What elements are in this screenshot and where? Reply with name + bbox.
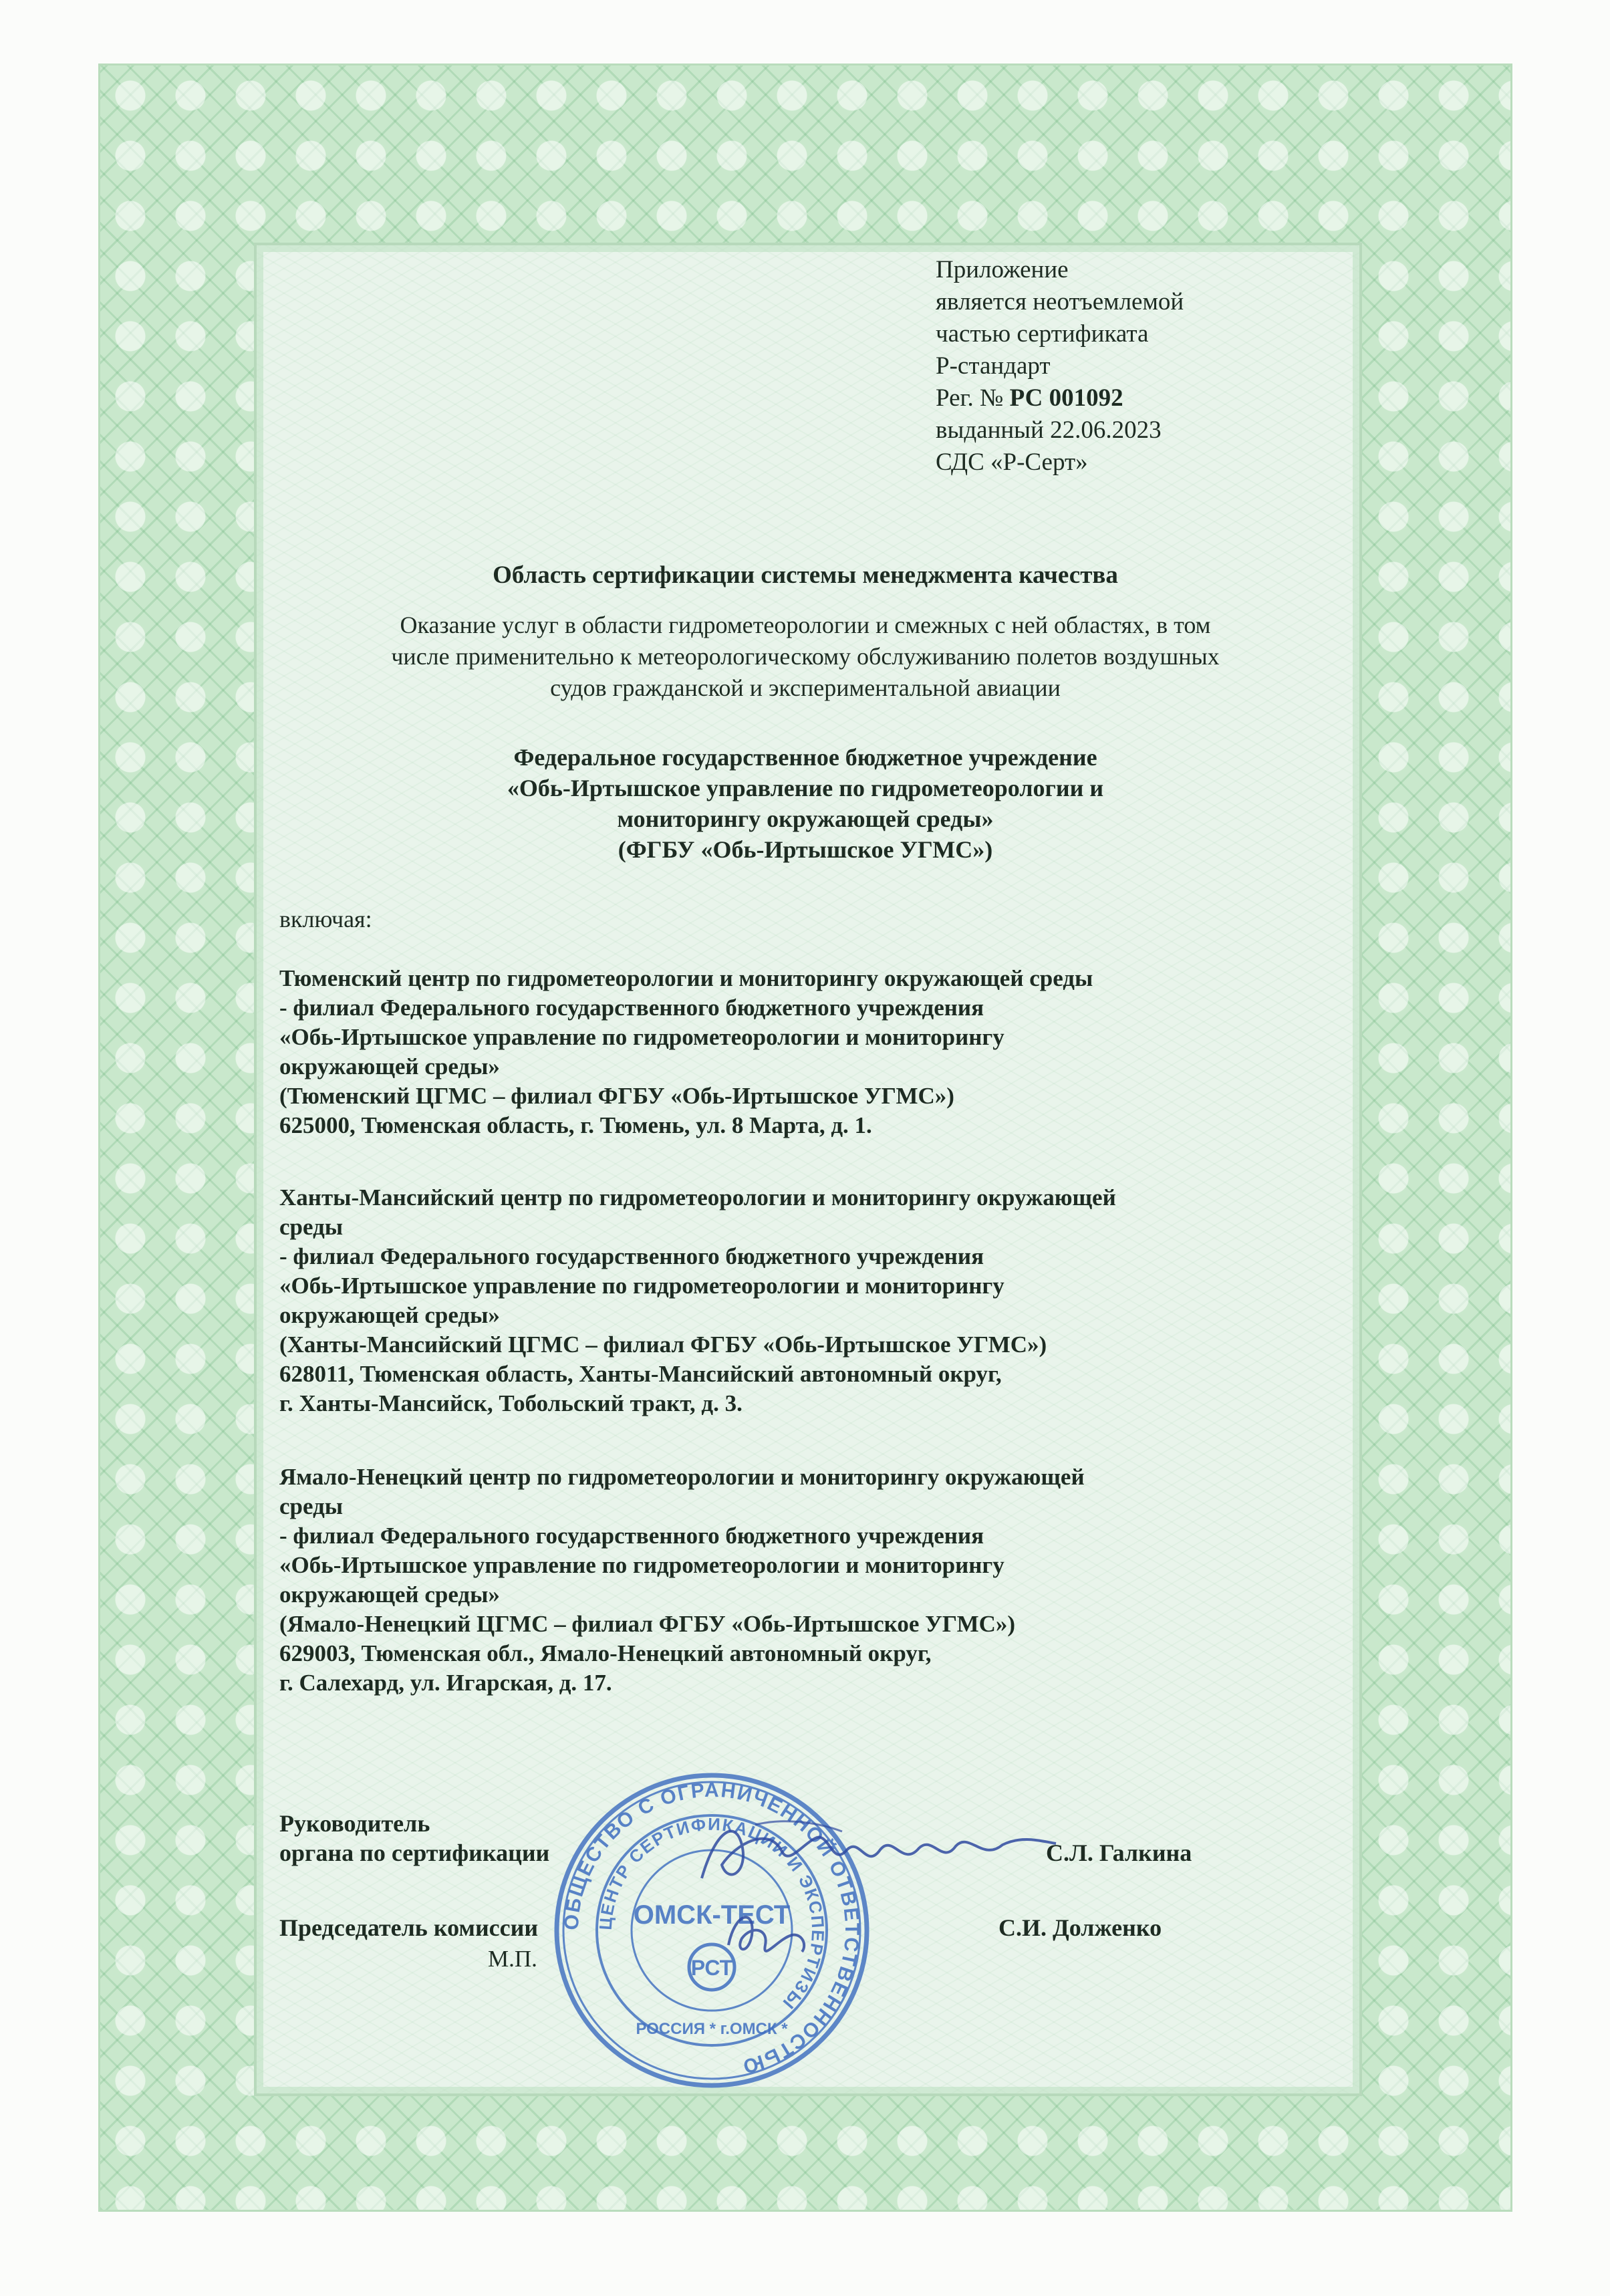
head-title-line: Руководитель	[279, 1810, 430, 1837]
head-signatory-title	[279, 1809, 549, 1868]
branch-address: г. Салехард, ул. Игарская, д. 17.	[279, 1670, 612, 1696]
svg-text:РСТ: РСТ	[690, 1956, 733, 1980]
organization-line: «Обь-Иртышское управление по гидрометеорологии и	[507, 775, 1104, 801]
branch-line: - филиал Федерального государственного бюджетного учреждения	[279, 995, 984, 1021]
issuer-name: СДС «Р-Серт»	[936, 449, 1088, 476]
branch-tyumen	[279, 964, 1093, 1140]
branch-line: окружающей среды»	[279, 1581, 500, 1608]
chair-signatory-name: С.И. Долженко	[998, 1914, 1162, 1941]
branch-line: (Ханты-Мансийский ЦГМС – филиал ФГБУ «Обь-Иртышское УГМС»)	[279, 1331, 1047, 1358]
appendix-line: является неотъемлемой	[936, 288, 1184, 315]
scope-line: числе применительно к метеорологическому обслуживанию полетов воздушных	[391, 643, 1220, 670]
branch-khanty-mansiysk	[279, 1183, 1116, 1418]
registration-prefix: Рег. №	[936, 384, 1010, 412]
branch-address: 629003, Тюменская обл., Ямало-Ненецкий автономный округ,	[279, 1640, 932, 1666]
including-label: включая:	[279, 906, 372, 932]
organization-line: (ФГБУ «Обь-Иртышское УГМС»)	[618, 836, 993, 863]
stamp-outer-text: ОБЩЕСТВО С ОГРАНИЧЕННОЙ ОТВЕТСТВЕННОСТЬЮ	[560, 1779, 863, 2078]
branch-line: - филиал Федерального государственного бюджетного учреждения	[279, 1523, 984, 1549]
issue-date: выданный 22.06.2023	[936, 416, 1162, 444]
branch-line: среды	[279, 1493, 344, 1519]
branch-line: (Тюменский ЦГМС – филиал ФГБУ «Обь-Иртышское УГМС»)	[279, 1083, 954, 1109]
seal-place-label: М.П.	[488, 1946, 537, 1972]
branch-yamalo-nenets	[279, 1462, 1085, 1698]
certification-scope	[254, 610, 1357, 704]
branch-line: (Ямало-Ненецкий ЦГМС – филиал ФГБУ «Обь-Иртышское УГМС»)	[279, 1611, 1016, 1637]
registration-number: РС 001092	[1009, 384, 1123, 412]
branch-line: «Обь-Иртышское управление по гидрометеорологии и мониторингу	[279, 1024, 1004, 1050]
branch-line: окружающей среды»	[279, 1053, 500, 1079]
branch-line: окружающей среды»	[279, 1302, 500, 1328]
branch-address: 628011, Тюменская область, Ханты-Мансийский автономный округ,	[279, 1361, 1002, 1387]
branch-address: 625000, Тюменская область, г. Тюмень, ул. 8 Марта, д. 1.	[279, 1112, 872, 1138]
branch-line: «Обь-Иртышское управление по гидрометеорологии и мониторингу	[279, 1552, 1004, 1578]
branch-line: Ханты-Мансийский центр по гидрометеорологии и мониторингу окружающей	[279, 1184, 1116, 1210]
scope-line: Оказание услуг в области гидрометеорологии и смежных с ней областях, в том	[400, 612, 1211, 638]
chair-signatory-title: Председатель комиссии	[279, 1914, 539, 1941]
appendix-line: Приложение	[936, 256, 1069, 283]
branch-address: г. Ханты-Мансийск, Тобольский тракт, д. 3.	[279, 1390, 743, 1416]
scope-line: судов гражданской и экспериментальной авиации	[550, 674, 1061, 701]
organization-line: Федеральное государственное бюджетное учреждение	[513, 744, 1097, 771]
appendix-note	[936, 254, 1184, 479]
handwritten-signature-galkina	[688, 1805, 1063, 1898]
branch-line: - филиал Федерального государственного бюджетного учреждения	[279, 1243, 984, 1269]
appendix-line: частью сертификата	[936, 320, 1149, 348]
branch-line: среды	[279, 1214, 344, 1240]
organization-line: мониторингу окружающей среды»	[617, 805, 994, 832]
stamp-inner-text: ЦЕНТР СЕРТИФИКАЦИИ И ЭКСПЕРТИЗЫ	[595, 1813, 829, 2014]
registration-line	[936, 382, 1184, 414]
head-signatory-name: С.Л. Галкина	[1046, 1839, 1192, 1866]
head-title-line: органа по сертификации	[279, 1839, 550, 1866]
organization-block	[254, 742, 1357, 865]
stamp-bottom-text: РОССИЯ * г.ОМСК *	[636, 2020, 788, 2038]
branch-line: Тюменский центр по гидрометеорологии и мониторингу окружающей среды	[279, 965, 1093, 991]
handwritten-signature-dolzhenko	[715, 1898, 815, 1972]
appendix-line: Р-стандарт	[936, 352, 1051, 380]
stamp-center-text: ОМСК-ТЕСТ	[633, 1900, 791, 1930]
branch-line: Ямало-Ненецкий центр по гидрометеорологии и мониторингу окружающей	[279, 1464, 1085, 1490]
document-title: Область сертификации системы менеджмента качества	[493, 561, 1118, 589]
branch-line: «Обь-Иртышское управление по гидрометеорологии и мониторингу	[279, 1273, 1004, 1299]
